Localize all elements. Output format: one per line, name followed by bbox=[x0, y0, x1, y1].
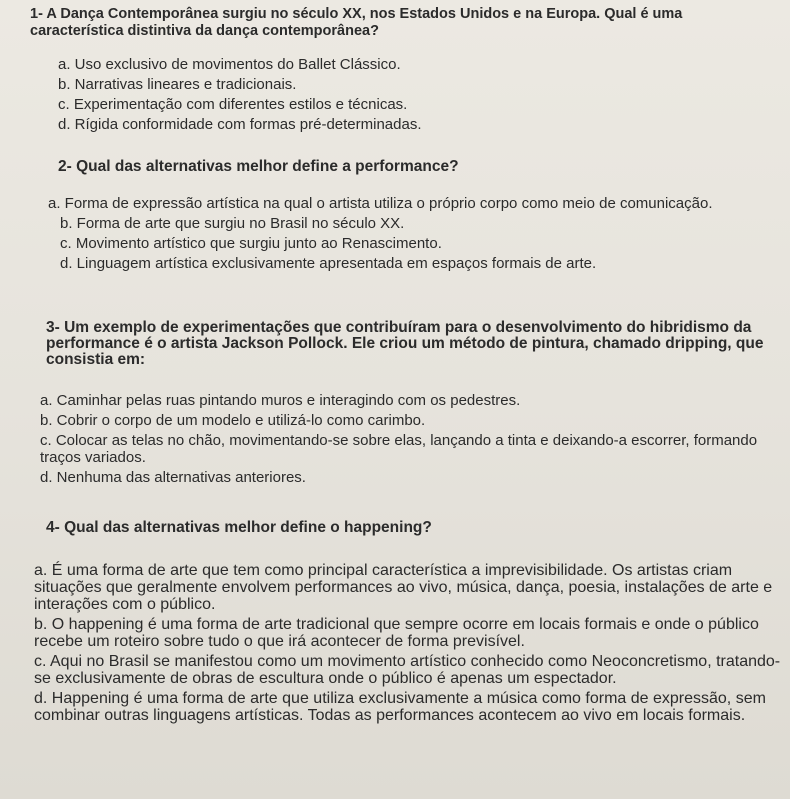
option-4a: a. É uma forma de arte que tem como principal característica a imprevisibilidade. Os artistas criam situações que geralmente envolvem performances ao vivo, música, dança, poesia, instalações de arte e interações com o público. bbox=[34, 562, 773, 613]
option-1a: a. Uso exclusivo de movimentos do Ballet Clássico. bbox=[58, 56, 401, 73]
question-2-text: 2- Qual das alternativas melhor define a performance? bbox=[58, 158, 459, 175]
option-1c: c. Experimentação com diferentes estilos e técnicas. bbox=[58, 96, 408, 113]
option-3a: a. Caminhar pelas ruas pintando muros e interagindo com os pedestres. bbox=[40, 392, 521, 409]
question-1-text: 1- A Dança Contemporânea surgiu no século XX, nos Estados Unidos e na Europa. Qual é uma característica distintiva da dança contemporânea? bbox=[30, 6, 683, 39]
question-2-options bbox=[48, 195, 768, 275]
option-3c: c. Colocar as telas no chão, movimentando-se sobre elas, lançando a tinta e deixando-a escorrer, formando traços variados. bbox=[40, 432, 758, 466]
option-2c: c. Movimento artístico que surgiu junto ao Renascimento. bbox=[60, 235, 442, 252]
option-4c: c. Aqui no Brasil se manifestou como um movimento artístico conhecido como Neoconcretismo, tratando-se exclusivamente de obras de escultura onde o público é apenas um espectador. bbox=[34, 653, 781, 687]
option-2a: a. Forma de expressão artística na qual o artista utiliza o próprio corpo como meio de comunicação. bbox=[48, 195, 713, 212]
question-4 bbox=[46, 519, 790, 536]
option-4b: b. O happening é uma forma de arte tradicional que sempre ocorre em locais formais e onde o público recebe um roteiro sobre tudo o que irá acontecer de forma previsível. bbox=[34, 616, 759, 650]
option-3d: d. Nenhuma das alternativas anteriores. bbox=[40, 469, 306, 486]
question-1 bbox=[30, 6, 770, 40]
question-3 bbox=[46, 320, 786, 368]
option-1b: b. Narrativas lineares e tradicionais. bbox=[58, 76, 297, 93]
option-4d: d. Happening é uma forma de arte que utiliza exclusivamente a música como forma de expressão, sem combinar outras linguagens artísticas. Todas as performances acontecem ao vivo em locais formais. bbox=[34, 690, 766, 724]
question-1-options bbox=[58, 56, 790, 136]
question-2 bbox=[58, 158, 790, 175]
option-1d: d. Rígida conformidade com formas pré-determinadas. bbox=[58, 116, 422, 133]
option-3b: b. Cobrir o corpo de um modelo e utilizá-lo como carimbo. bbox=[40, 412, 426, 429]
question-4-options bbox=[34, 562, 786, 727]
option-2b: b. Forma de arte que surgiu no Brasil no século XX. bbox=[60, 215, 405, 232]
question-3-text: 3- Um exemplo de experimentações que contribuíram para o desenvolvimento do hibridismo da performance é o artista Jackson Pollock. Ele criou um método de pintura, chamado dripping, que consistia em: bbox=[46, 319, 764, 368]
question-3-options bbox=[40, 392, 785, 489]
question-4-text: 4- Qual das alternativas melhor define o happening? bbox=[46, 519, 432, 536]
option-2d: d. Linguagem artística exclusivamente apresentada em espaços formais de arte. bbox=[60, 255, 597, 272]
